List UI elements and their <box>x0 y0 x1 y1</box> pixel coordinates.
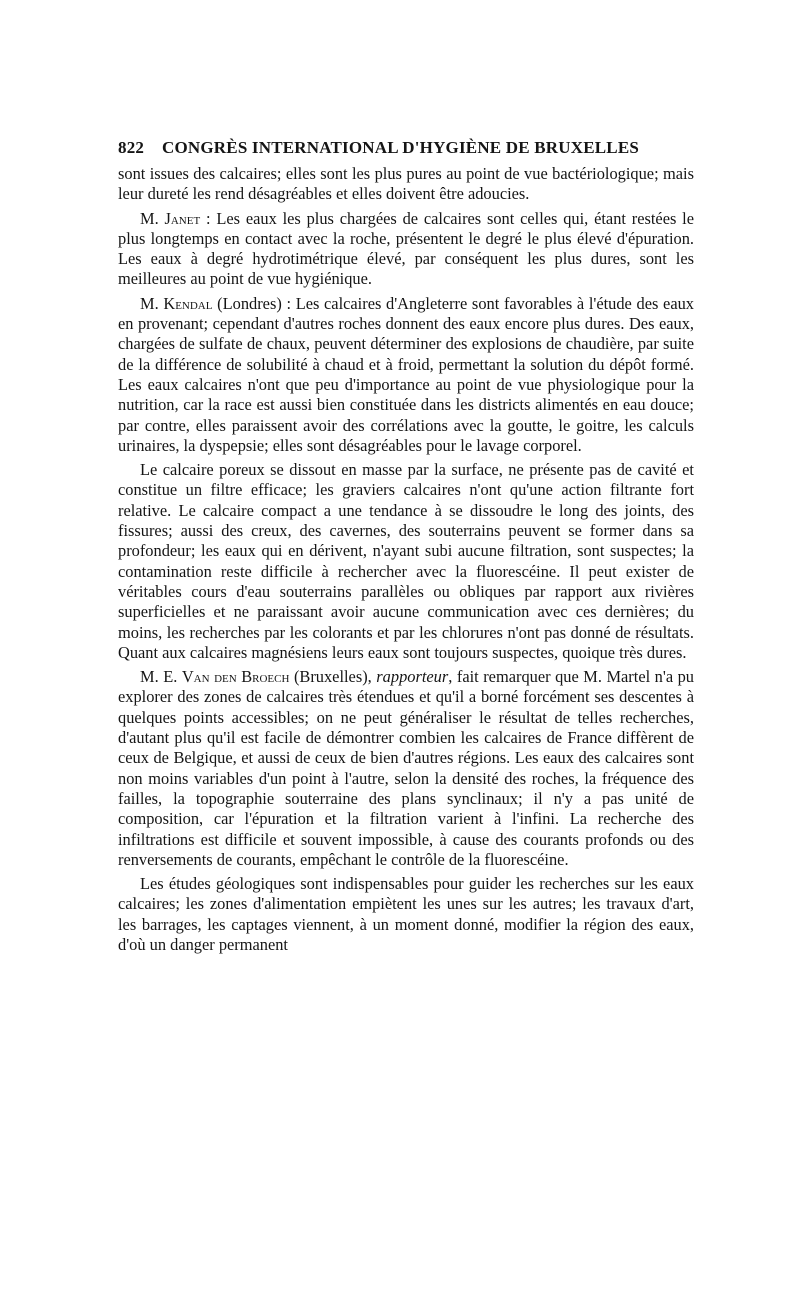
paragraph-text: (Londres) : Les calcaires d'Angleterre sont favorables à l'étude des eaux en provenant; cependant d'autres roches donnent des eaux encore plus dures. Des eaux, chargées de sulfate de chaux, peuvent déterminer des explosions de chaudière, par suite de la différence de solubilité à chaud et à froid, permettant la solution du dépôt formé. Les eaux calcaires n'ont que peu d'importance au point de vue physiologique pour la nutrition, car la race est aussi bien constituée dans les districts alimentés en eau douce; par contre, elles paraissent avoir des corrélations avec la goutte, le goitre, les calculs urinaires, la dyspepsie; elles sont désagréables pour le lavage corporel. <box>118 293 694 455</box>
speaker-name: Kendal <box>163 293 213 313</box>
paragraph-text: , fait remarquer que M. Martel n'a pu explorer des zones de calcaires très étendues et qu'il a borné forcément ses descentes à quelques points accessibles; on ne peut généraliser le résultat de telles recherches, d'autant plus qu'il est facile de démontrer combien les calcaires de France diffèrent de ceux de Belgique, et aussi de ceux de bien d'autres régions. Les eaux des calcaires sont non moins variables d'un point à l'autre, selon la densité des roches, la fréquence des failles, la topographie souterraine des plans synclinaux; il n'y a pas unité de composition, car l'épuration et la filtration varient à l'infini. La recherche des infiltrations est difficile et souvent impossible, à cause des courants profonds ou des renversements de courants, empêchant le contrôle de la fluorescéine. <box>118 667 694 869</box>
paragraph-continuation <box>118 164 694 205</box>
paragraph-janet <box>118 209 694 290</box>
running-title: CONGRÈS INTERNATIONAL D'HYGIÈNE DE BRUXELLES <box>162 138 640 157</box>
speaker-prefix: M. <box>140 208 165 228</box>
page <box>118 138 694 955</box>
speaker-location: (Bruxelles), <box>289 667 377 687</box>
running-header <box>118 138 694 158</box>
paragraph-van-den-broech <box>118 667 694 870</box>
paragraph-etudes-geologiques <box>118 874 694 955</box>
paragraph-text: Le calcaire poreux se dissout en masse par la surface, ne présente pas de cavité et constitue un filtre efficace; les graviers calcaires n'ont qu'une action filtrante fort relative. Le calcaire compact a une tendance à se dissoudre le long des joints, des fissures; aussi des creux, des cavernes, des souterrains peuvent se former dans sa profondeur; les eaux qui en dérivent, n'ayant subi aucune filtration, sont suspectes; la contamination reste difficile à rechercher avec la fluorescéine. Il peut exister de véritables cours d'eau souterrains parallèles ou obliques par rapport aux rivières superficielles et ne paraissant avoir aucune communication avec ces dernières; du moins, les recherches par les colorants et par les chlorures n'ont pas donné de résultats. Quant aux calcaires magnésiens leurs eaux sont toujours suspectes, quoique très dures. <box>118 460 694 662</box>
speaker-role: rapporteur <box>376 667 449 687</box>
paragraph-kendal <box>118 294 694 456</box>
paragraph-text: Les études géologiques sont indispensables pour guider les recherches sur les eaux calcaires; les zones d'alimentation empiètent les unes sur les autres; les travaux d'art, les barrages, les captages viennent, à un moment donné, modifier la région des eaux, d'où un danger permanent <box>118 874 694 954</box>
paragraph-text: sont issues des calcaires; elles sont les plus pures au point de vue bactériologique; mais leur dureté les rend désagréables et elles doivent être adoucies. <box>118 164 694 204</box>
paragraph-text: : Les eaux les plus chargées de calcaires sont celles qui, étant restées le plus longtemps en contact avec la roche, présentent le degré le plus élevé d'épuration. Les eaux à degré hydrotimétrique élevé, par conséquent les plus dures, sont les meilleures au point de vue hygiénique. <box>118 208 694 289</box>
speaker-prefix: M. <box>140 293 164 313</box>
speaker-name: Van den Broech <box>181 667 290 687</box>
paragraph-calcaire-poreux <box>118 460 694 663</box>
speaker-name: Janet <box>164 208 201 228</box>
page-number: 822 <box>118 138 145 157</box>
speaker-prefix: M. E. <box>140 667 182 687</box>
